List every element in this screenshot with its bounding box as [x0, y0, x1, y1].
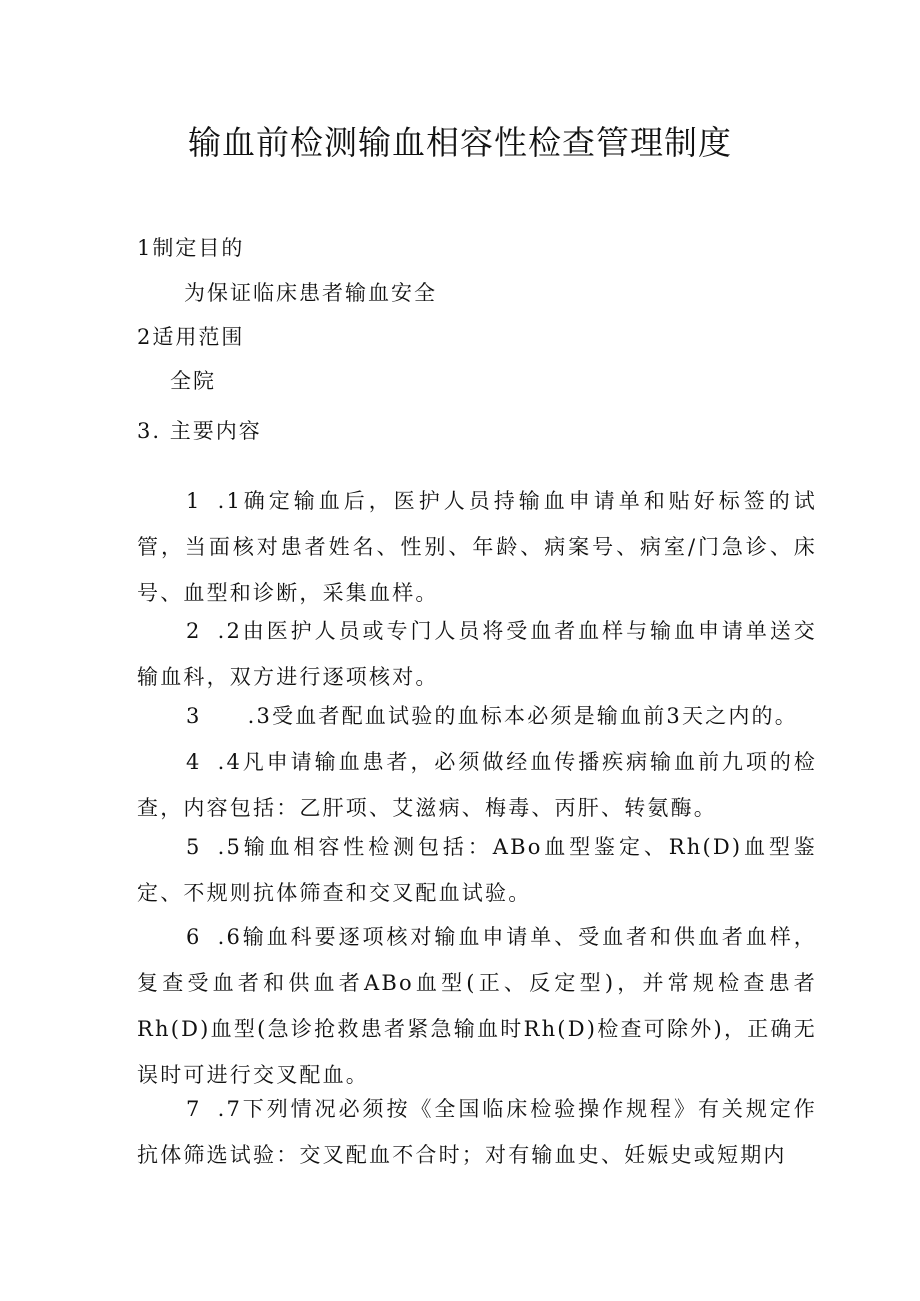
item-1-paragraph [137, 478, 817, 616]
item-text: .2由医护人员或专门人员将受血者血样与输血申请单送交输血科，双方进行逐项核对。 [137, 619, 817, 689]
item-number: 7 [186, 1097, 202, 1121]
item-number: 2 [186, 619, 202, 643]
section-1-heading: 1制定目的 [137, 236, 245, 260]
item-number: 1 [186, 489, 202, 513]
item-6-paragraph [137, 914, 817, 1098]
item-number: 4 [186, 750, 202, 774]
item-7-paragraph [137, 1086, 817, 1178]
document-title: 输血前检测输血相容性检查管理制度 [188, 123, 732, 162]
item-text: .5输血相容性检测包括：ABo血型鉴定、Rh(D)血型鉴定、不规则抗体筛查和交叉配血试验。 [137, 835, 817, 905]
item-text: .1确定输血后，医护人员持输血申请单和贴好标签的试管，当面核对患者姓名、性别、年龄、病案号、病室/门急诊、床号、血型和诊断，采集血样。 [137, 489, 817, 605]
section-2-body: 全院 [170, 369, 216, 393]
section-1-body: 为保证临床患者输血安全 [184, 281, 437, 305]
item-text: .7下列情况必须按《全国临床检验操作规程》有关规定作抗体筛选试验：交叉配血不合时；对有输血史、妊娠史或短期内 [137, 1097, 817, 1167]
item-text: .4凡申请输血患者，必须做经血传播疾病输血前九项的检查，内容包括：乙肝项、艾滋病、梅毒、丙肝、转氨酶。 [137, 750, 817, 820]
item-3-paragraph [137, 693, 817, 739]
section-2-heading: 2适用范围 [137, 325, 245, 349]
item-number: 3 [186, 704, 202, 728]
item-5-paragraph [137, 824, 817, 916]
item-number: 5 [186, 835, 202, 859]
section-3-heading: 3. 主要内容 [137, 419, 262, 443]
item-text: .3受血者配血试验的血标本必须是输血前3天之内的。 [247, 704, 798, 728]
item-4-paragraph [137, 739, 817, 831]
item-2-paragraph [137, 608, 817, 700]
item-text: .6输血科要逐项核对输血申请单、受血者和供血者血样，复查受血者和供血者ABo血型(正、反定型)，并常规检查患者Rh(D)血型(急诊抢救患者紧急输血时Rh(D)检查可除外)，正确无误时可进行交叉配血。 [137, 925, 817, 1087]
item-number: 6 [186, 925, 202, 949]
